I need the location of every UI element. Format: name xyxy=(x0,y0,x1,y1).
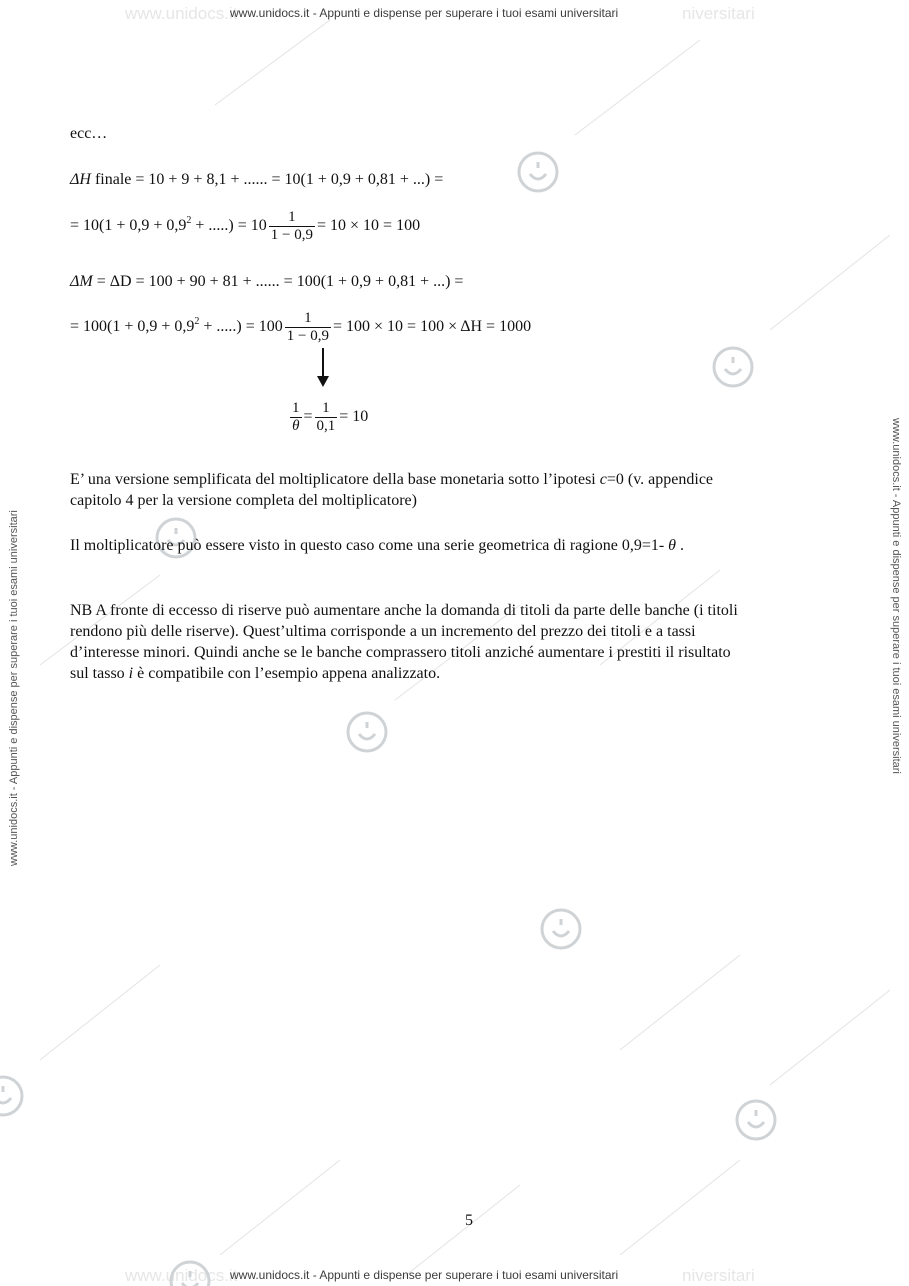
eq2-mid: + .....) = 10 xyxy=(191,217,267,234)
watermark-side-left: www.unidocs.it - Appunti e dispense per superare i tuoi esami universitari xyxy=(8,510,20,866)
page-number: 5 xyxy=(465,1212,473,1229)
symbol-delta-m: ΔM xyxy=(70,273,93,290)
watermark-ghost-bottom-left: www.unidocs.it xyxy=(125,1266,238,1285)
nb-line-4-text-a: sul tasso xyxy=(70,665,129,682)
symbol-delta-h: ΔH xyxy=(70,171,91,188)
eq2-lhs: = 10(1 + 0,9 + 0,9 xyxy=(70,217,187,234)
fraction-1-numerator: 1 xyxy=(288,208,296,225)
eq4-lhs: = 100(1 + 0,9 + 0,9 xyxy=(70,318,195,335)
eq4-rhs: = 100 × 10 = 100 × ΔH = 1000 xyxy=(333,318,532,335)
fraction-2-numerator: 1 xyxy=(304,309,312,326)
eq4-exponent: 2 xyxy=(194,316,200,327)
eq3-mid: = ΔD = 100 + 90 + 81 + ...... = 100(1 + 0,9 + 0,81 + ...) = xyxy=(92,273,464,290)
theta-equals: = xyxy=(303,408,313,425)
watermark-ghost-top-left: www.unidocs.it xyxy=(125,4,238,23)
eq1-rhs: = 10 + 9 + 8,1 + ...... = 10(1 + 0,9 + 0,81 + ...) = xyxy=(135,171,444,188)
fraction-tenth-denominator: 0,1 xyxy=(316,417,336,434)
paragraph-2-text-b: . xyxy=(676,537,685,554)
nb-line-3: d’interesse minori. Quindi anche se le banche comprassero titoli anziché aumentare i prestiti il risultato xyxy=(70,644,731,661)
equation-theta xyxy=(288,397,368,437)
text-ecc: ecc… xyxy=(70,125,108,142)
fraction-tenth xyxy=(315,400,338,435)
down-arrow-shaft xyxy=(322,348,324,378)
label-finale: finale xyxy=(90,171,132,188)
equation-delta-m-line-1 xyxy=(70,273,463,291)
fraction-1-denominator: 1 − 0,9 xyxy=(270,226,313,243)
paragraph-2-text-a: Il moltiplicatore può essere visto in questo caso come una serie geometrica di ragione 0,9=1- xyxy=(70,537,669,554)
theta-rhs: = 10 xyxy=(339,408,369,425)
nb-line-4 xyxy=(70,663,440,684)
paragraph-multiplier-line-2: capitolo 4 per la versione completa del moltiplicatore) xyxy=(70,492,417,509)
nb-line-2: rendono più delle riserve). Quest’ultima corrisponde a un incremento del prezzo dei titoli e a tassi xyxy=(70,623,696,640)
paragraph-multiplier-line-1 xyxy=(70,469,713,490)
paragraph-1-symbol-c: c xyxy=(599,471,607,488)
eq4-mid: + .....) = 100 xyxy=(199,318,283,335)
paragraph-geometric-series xyxy=(70,535,684,556)
watermark-side-right: www.unidocs.it - Appunti e dispense per superare i tuoi esami universitari xyxy=(890,418,902,774)
equation-delta-m-line-2 xyxy=(70,302,531,347)
fraction-2 xyxy=(285,310,331,345)
watermark-ghost-top-right: niversitari xyxy=(682,4,755,23)
nb-symbol-i: i xyxy=(128,665,134,682)
fraction-tenth-numerator: 1 xyxy=(322,399,330,416)
fraction-theta-denominator: θ xyxy=(290,417,302,435)
fraction-1 xyxy=(269,209,315,244)
nb-line-4-text-b: è compatibile con l’esempio appena analizzato. xyxy=(133,665,441,682)
fraction-2-denominator: 1 − 0,9 xyxy=(286,327,329,344)
nb-line-1: NB A fronte di eccesso di riserve può aumentare anche la domanda di titoli da parte delle banche (i titoli xyxy=(70,602,738,619)
watermark-banner-top: www.unidocs.it - Appunti e dispense per superare i tuoi esami universitari xyxy=(230,6,619,20)
paragraph-1-text-b: =0 (v. appendice xyxy=(606,471,714,488)
watermark-banner-bottom: www.unidocs.it - Appunti e dispense per superare i tuoi esami universitari xyxy=(230,1268,619,1282)
down-arrow-icon xyxy=(317,376,329,387)
equation-delta-h-line-1 xyxy=(70,171,443,189)
paragraph-2-symbol-theta: θ xyxy=(668,537,677,554)
fraction-theta xyxy=(290,400,302,435)
fraction-theta-numerator: 1 xyxy=(292,399,300,416)
eq2-rhs: = 10 × 10 = 100 xyxy=(317,217,421,234)
watermark-ghost-bottom-right: niversitari xyxy=(682,1266,755,1285)
paragraph-1-text-a: E’ una versione semplificata del moltiplicatore della base monetaria sotto l’ipotesi xyxy=(70,471,600,488)
equation-delta-h-line-2 xyxy=(70,201,420,246)
eq2-exponent: 2 xyxy=(186,215,192,226)
